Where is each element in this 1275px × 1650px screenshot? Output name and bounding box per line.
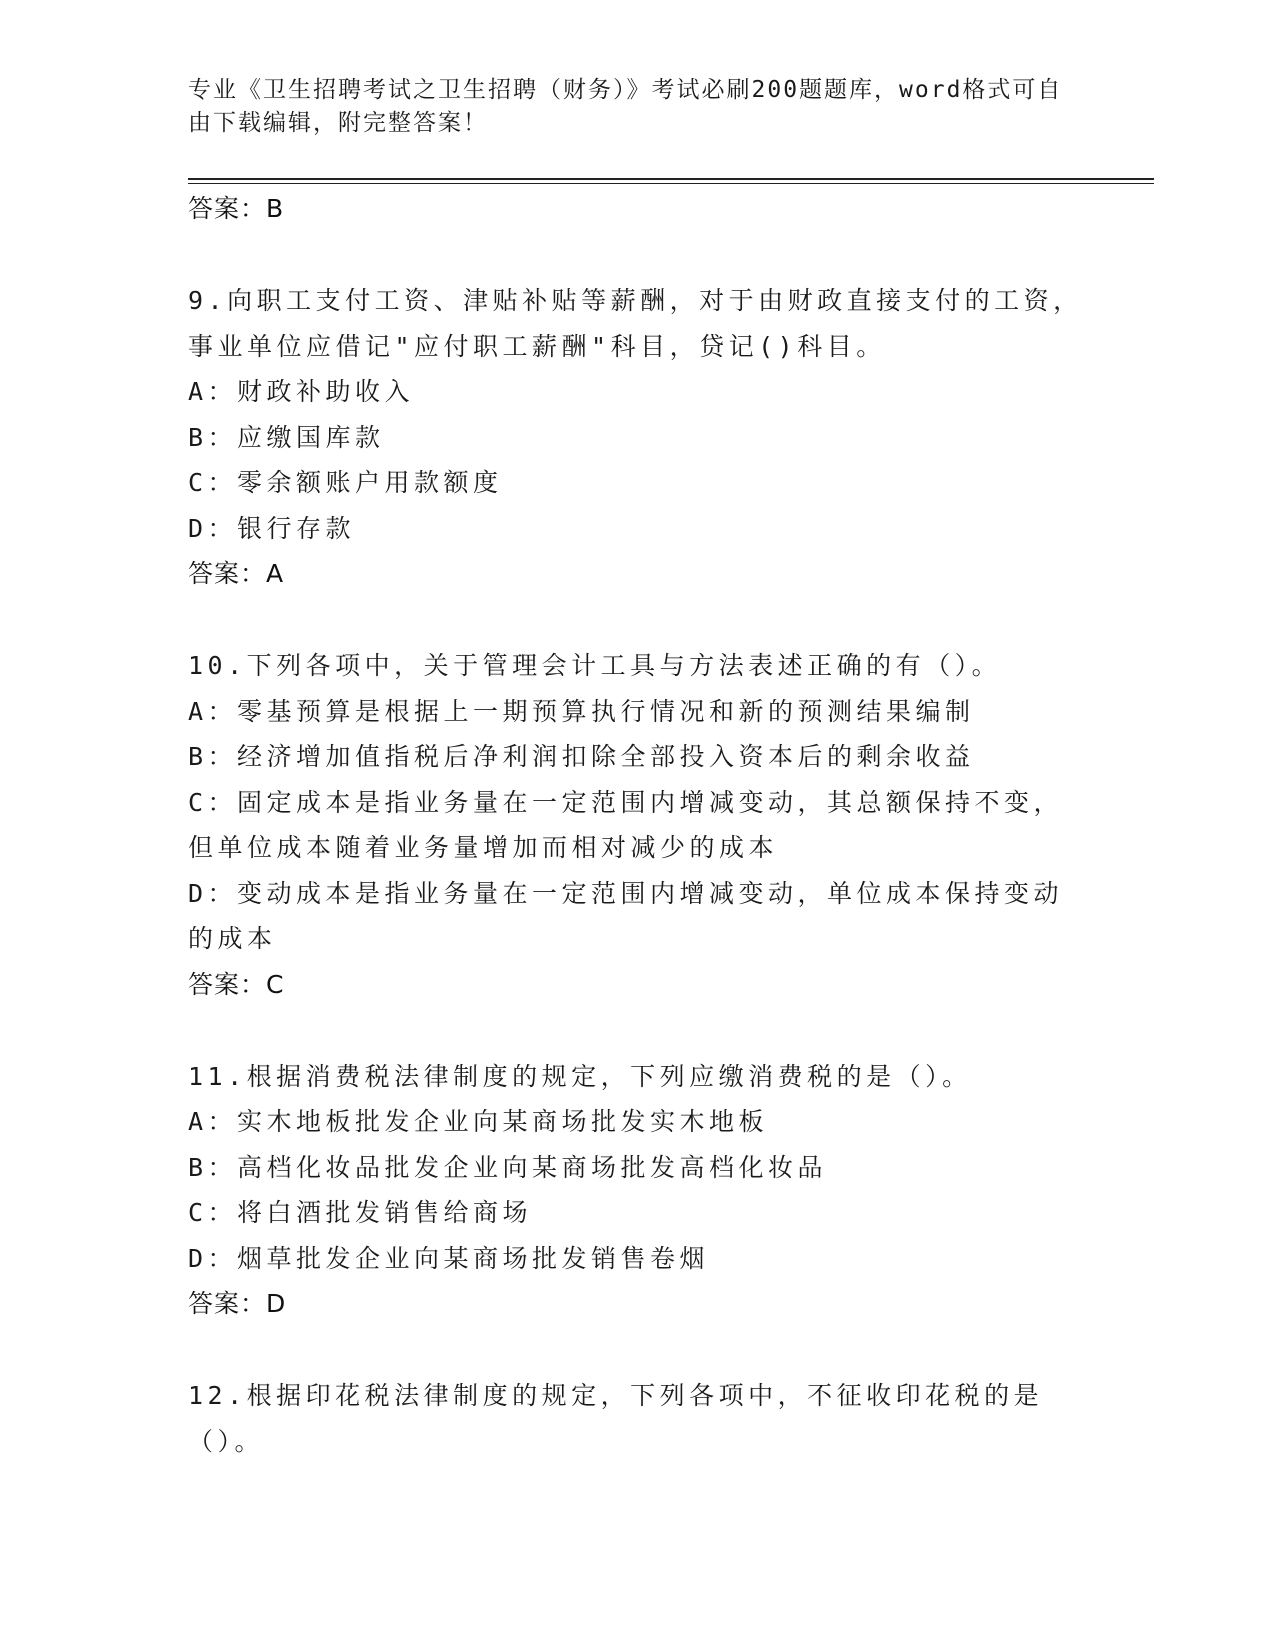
question-text: 11.根据消费税法律制度的规定，下列应缴消费税的是（）。: [188, 1061, 972, 1091]
question-list: [188, 186, 1088, 1464]
option-c: C：固定成本是指业务量在一定范围内增减变动，其总额保持不变，但单位成本随着业务量增加而相对减少的成本: [188, 787, 1064, 862]
question-9: [188, 278, 1088, 597]
option-b: B：应缴国库款: [188, 422, 385, 452]
option-d: D：烟草批发企业向某商场批发销售卷烟: [188, 1243, 710, 1273]
option-a: A：零基预算是根据上一期预算执行情况和新的预测结果编制: [188, 696, 975, 726]
option-a: A：实木地板批发企业向某商场批发实木地板: [188, 1107, 769, 1136]
option-a: A：财政补助收入: [188, 377, 415, 406]
question-12: [188, 1373, 1088, 1464]
option-b: B：经济增加值指税后净利润扣除全部投入资本后的剩余收益: [188, 742, 975, 771]
document-header: 专业《卫生招聘考试之卫生招聘（财务）》考试必刷200题题库，word格式可自由下载编辑，附完整答案！: [188, 77, 1063, 136]
option-d: D：银行存款: [188, 513, 356, 543]
answer-line: 答案：D: [188, 1289, 287, 1318]
header-divider: [188, 178, 1154, 180]
question-text: 10.下列各项中，关于管理会计工具与方法表述正确的有（）。: [188, 651, 1002, 680]
option-b: B：高档化妆品批发企业向某商场批发高档化妆品: [188, 1152, 828, 1182]
question-text: 9.向职工支付工资、津贴补贴等薪酬，对于由财政直接支付的工资，事业单位应借记"应付职工薪酬"科目，贷记()科目。: [188, 286, 1083, 361]
question-text: 12.根据印花税法律制度的规定，下列各项中，不征收印花税的是（）。: [188, 1381, 1044, 1456]
answer-line: 答案：C: [188, 969, 285, 999]
question-11: [188, 1054, 1088, 1328]
answer-line: 答案：B: [188, 194, 285, 223]
option-d: D：变动成本是指业务量在一定范围内增减变动，单位成本保持变动的成本: [188, 878, 1064, 953]
option-c: C：将白酒批发销售给商场: [188, 1198, 533, 1227]
answer-line: 答案：A: [188, 559, 285, 588]
option-c: C：零余额账户用款额度: [188, 468, 503, 497]
question-10: [188, 643, 1088, 1008]
header-divider-thin: [188, 183, 1154, 184]
